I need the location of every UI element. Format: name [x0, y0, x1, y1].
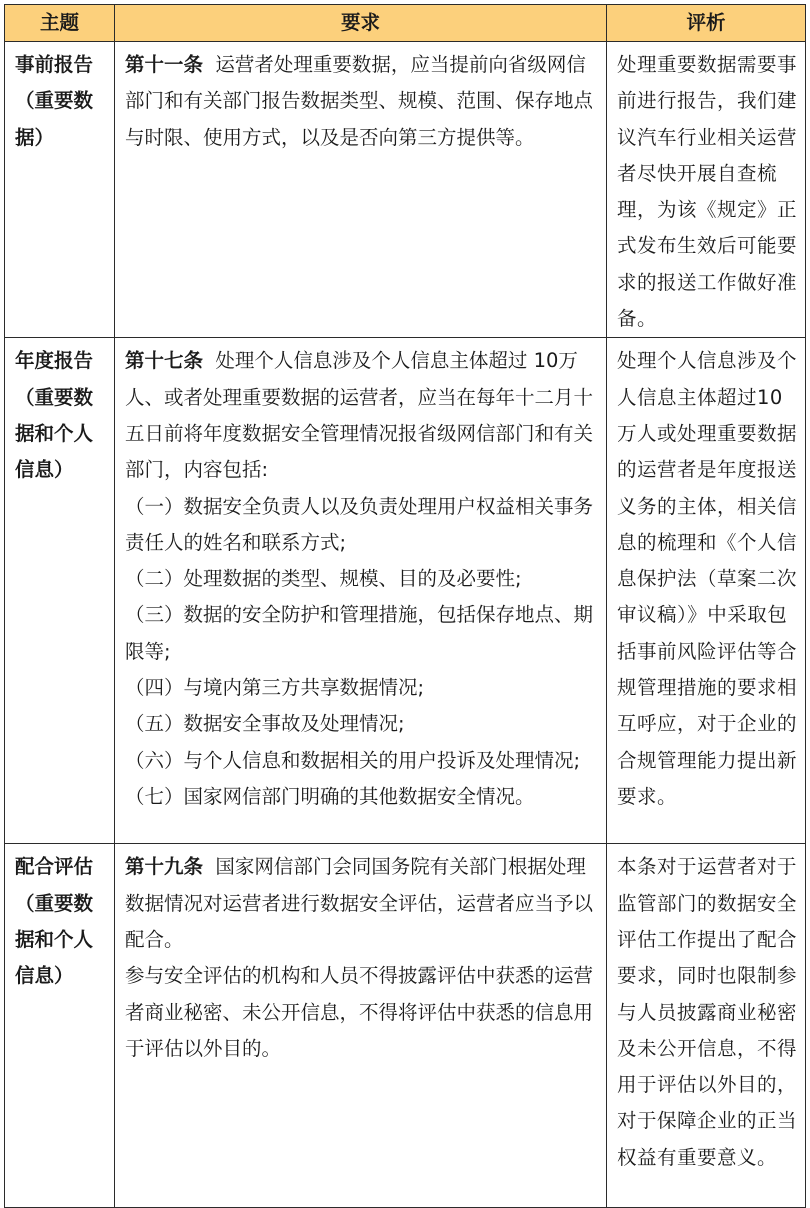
requirement-item: （二）处理数据的类型、规模、目的及必要性;	[125, 567, 522, 591]
table-header-row	[5, 5, 806, 42]
requirement-cell	[115, 42, 607, 338]
header-topic: 主题	[5, 5, 115, 42]
requirement-cell	[115, 338, 607, 844]
article-number: 第十七条	[125, 349, 204, 373]
requirement-paragraph	[125, 849, 598, 958]
requirement-item: （七）国家网信部门明确的其他数据安全情况。	[125, 784, 535, 808]
requirement-item: （六）与个人信息和数据相关的用户投诉及处理情况;	[125, 748, 581, 772]
requirement-paragraph	[125, 343, 598, 488]
requirement-item: （三）数据的安全防护和管理措施，包括保存地点、期限等;	[125, 603, 594, 663]
article-number: 第十一条	[125, 53, 204, 76]
requirement-item: （四）与境内第三方共享数据情况;	[125, 676, 425, 700]
requirement-paragraph: 参与安全评估的机构和人员不得披露评估中获悉的运营者商业秘密、未公开信息，不得将评估中获悉的信息用于评估以外目的。	[125, 964, 594, 1060]
topic-cell: 配合评估（重要数据和个人信息）	[5, 844, 115, 1208]
article-number: 第十九条	[125, 855, 204, 879]
requirement-text: 处理个人信息涉及个人信息主体超过 10万人、或者处理重要数据的运营者，应当在每年十二月十五日前将年度数据安全管理情况报省级网信部门和有关部门，内容包括:	[125, 349, 594, 482]
requirement-text: 国家网信部门会同国务院有关部门根据处理数据情况对运营者进行数据安全评估，运营者应当予以配合。	[125, 855, 594, 951]
requirement-item: （一）数据安全负责人以及负责处理用户权益相关事务责任人的姓名和联系方式;	[125, 494, 594, 554]
table-row	[5, 338, 806, 844]
regulation-table	[4, 4, 806, 1208]
table-row	[5, 42, 806, 338]
analysis-cell: 处理个人信息涉及个人信息主体超过10 万人或处理重要数据的运营者是年度报送义务的主体，相关信息的梳理和《个人信息保护法（草案二次审议稿）》中采取包括事前风险评估等合规管理措施的要求相互呼应，对于企业的合规管理能力提出新要求。	[607, 338, 806, 844]
requirement-paragraph	[125, 47, 598, 156]
requirement-item: （五）数据安全事故及处理情况;	[125, 712, 405, 736]
table-row	[5, 844, 806, 1208]
topic-cell: 年度报告（重要数据和个人信息）	[5, 338, 115, 844]
analysis-cell: 本条对于运营者对于监管部门的数据安全评估工作提出了配合要求，同时也限制参与人员披露商业秘密及未公开信息，不得用于评估以外目的，对于保障企业的正当权益有重要意义。	[607, 844, 806, 1208]
requirement-text: 运营者处理重要数据，应当提前向省级网信部门和有关部门报告数据类型、规模、范围、保存地点与时限、使用方式，以及是否向第三方提供等。	[125, 53, 594, 149]
topic-cell: 事前报告（重要数据）	[5, 42, 115, 338]
header-analysis: 评析	[607, 5, 806, 42]
analysis-cell: 处理重要数据需要事前进行报告，我们建议汽车行业相关运营者尽快开展自查梳理，为该《规定》正式发布生效后可能要求的报送工作做好准备。	[607, 42, 806, 338]
header-requirement: 要求	[115, 5, 607, 42]
requirement-cell	[115, 844, 607, 1208]
